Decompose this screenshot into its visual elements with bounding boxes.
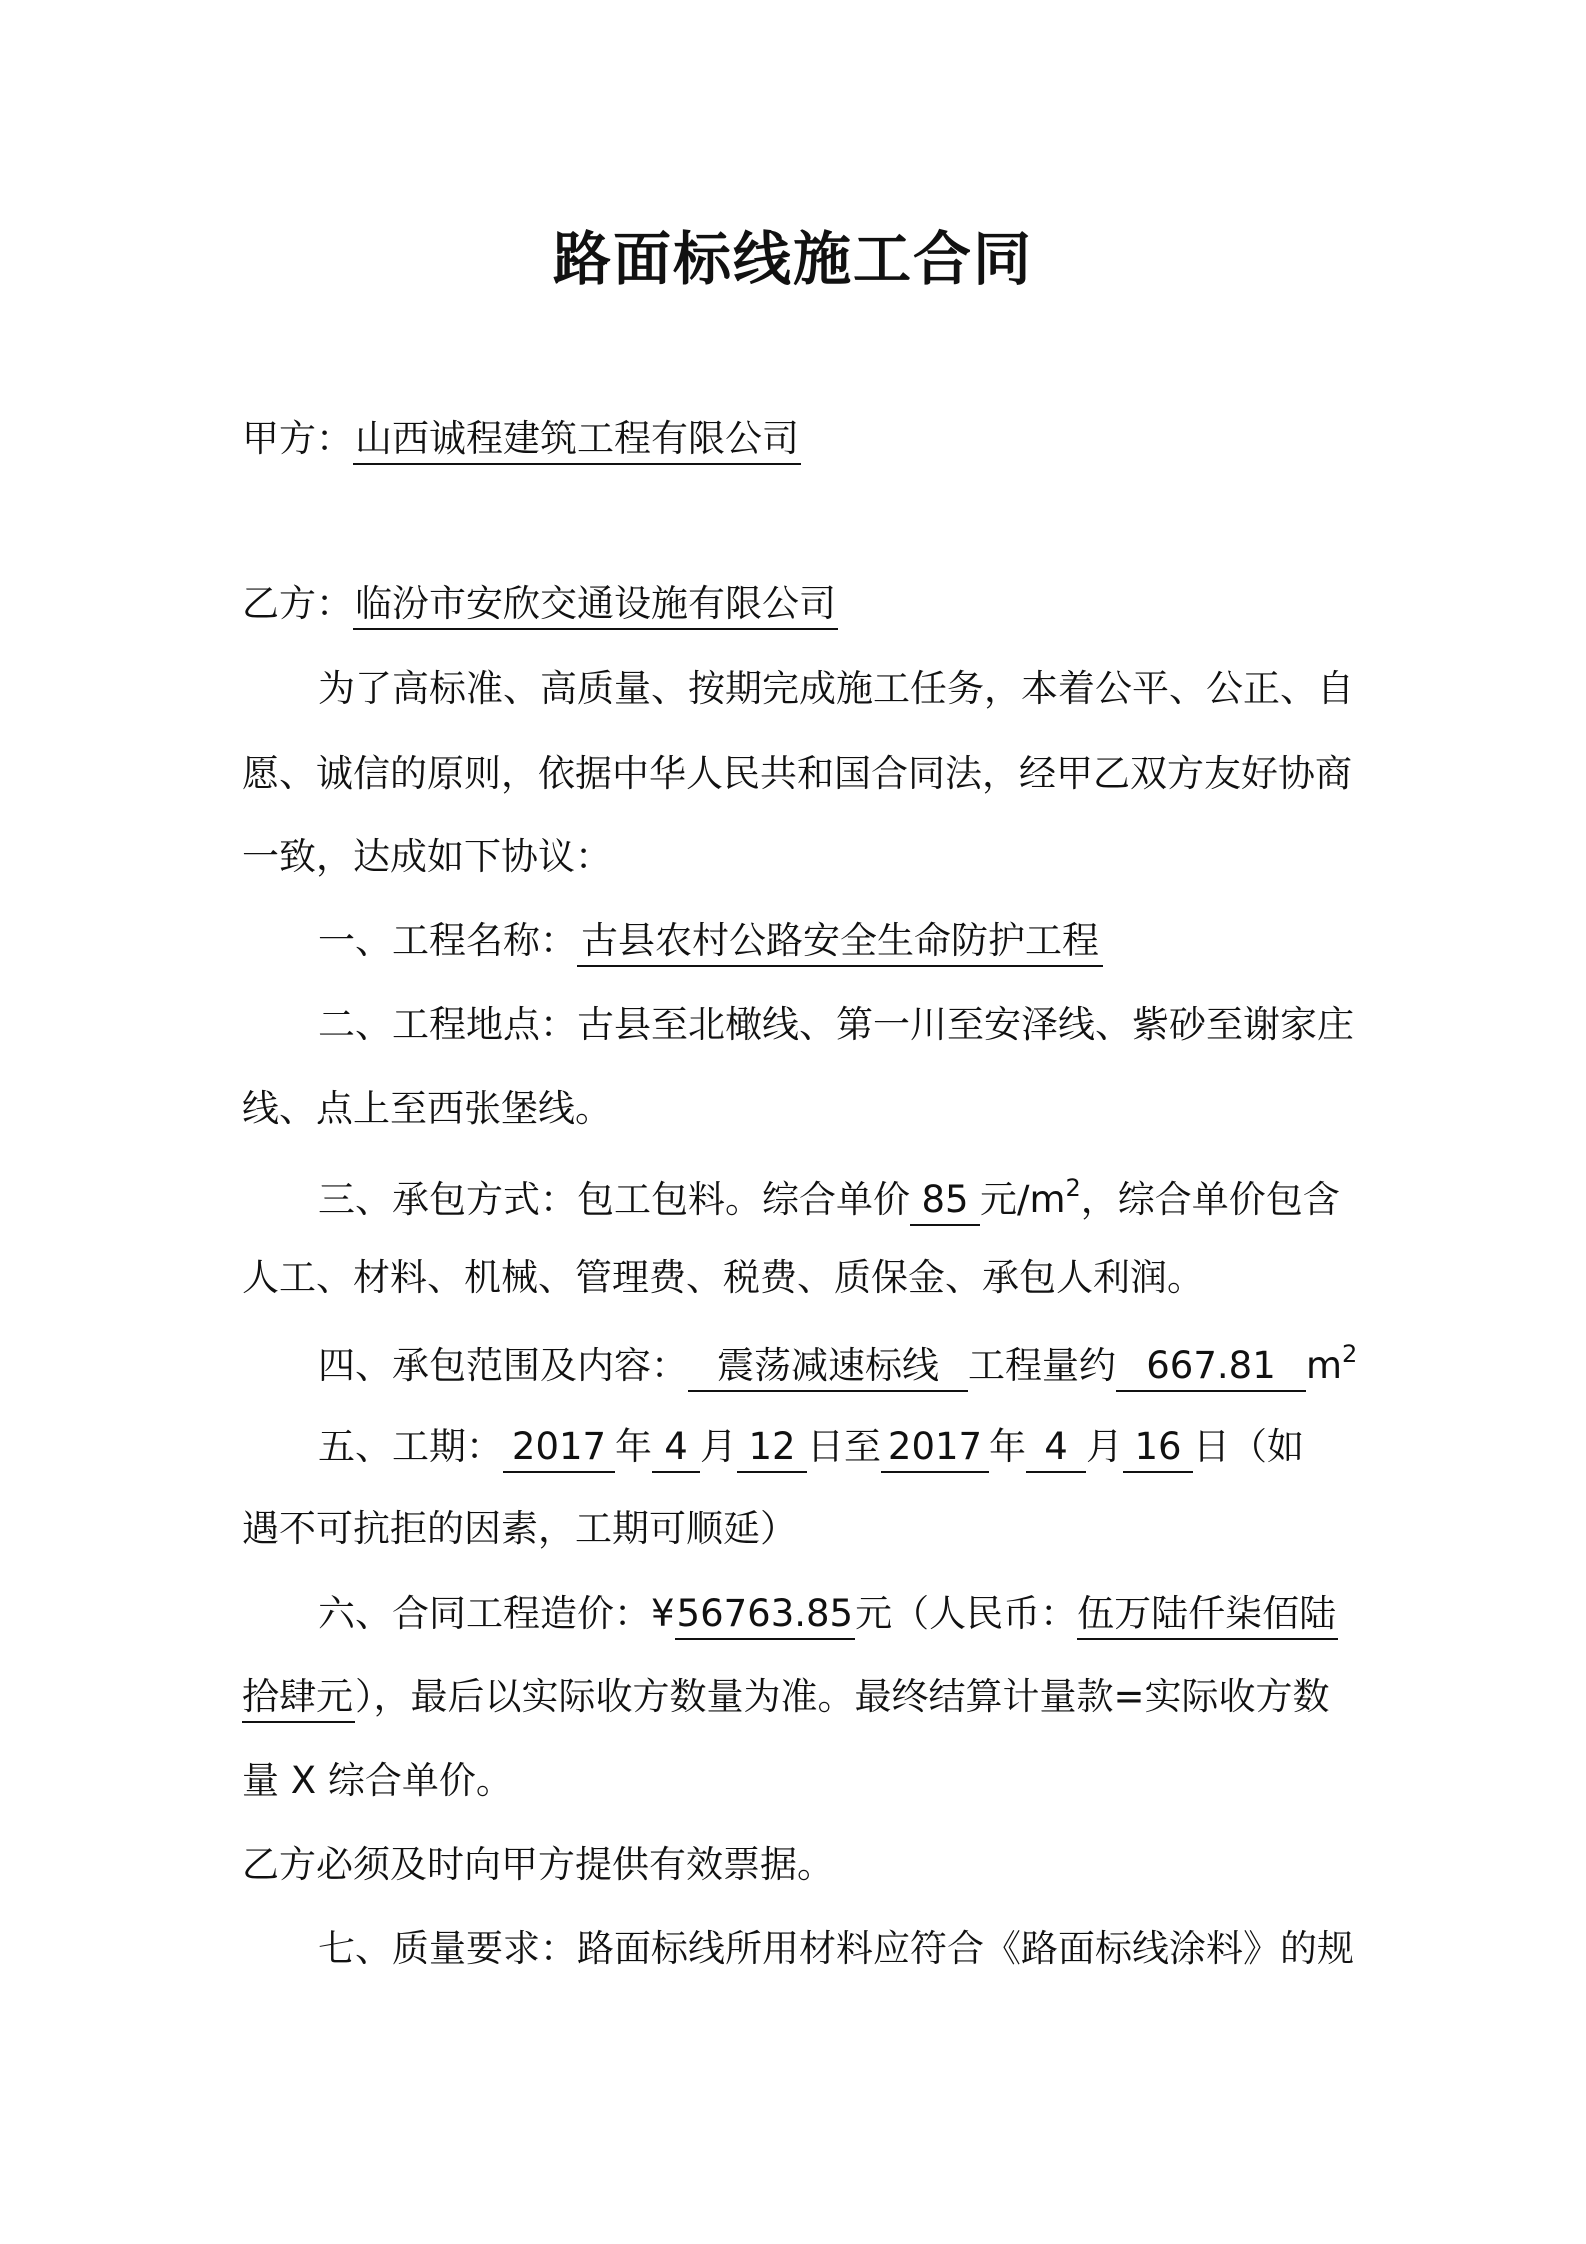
clause-4-label: 四、承包范围及内容：	[318, 1344, 688, 1387]
party-a-label: 甲方：	[242, 417, 353, 460]
clause-6-rest: ），最后以实际收方数量为准。最终结算计量款=实际收方数	[355, 1675, 1330, 1718]
project-name: 古县农村公路安全生命防护工程	[577, 922, 1103, 967]
party-b-name: 临汾市安欣交通设施有限公司	[353, 585, 838, 630]
clause-5-line-1	[318, 1425, 1304, 1473]
clause-6-line-2	[242, 1675, 1330, 1723]
quantity-unit-sup: 2	[1342, 1340, 1358, 1368]
party-a-name: 山西诚程建筑工程有限公司	[353, 420, 801, 465]
clause-7-line-1: 七、质量要求：路面标线所用材料应符合《路面标线涂料》的规	[318, 1927, 1354, 1970]
unit-price-unit: 元/m	[980, 1178, 1066, 1221]
page-title: 路面标线施工合同	[552, 225, 1033, 293]
start-month: 4	[652, 1428, 700, 1473]
amount-words-1: 伍万陆仟柒佰陆	[1077, 1595, 1338, 1640]
clause-6-line-1	[318, 1592, 1338, 1640]
intro-line-2: 愿、诚信的原则，依据中华人民共和国合同法，经甲乙双方友好协商	[242, 752, 1352, 795]
year-char: 年	[989, 1425, 1026, 1468]
clause-3-line-2: 人工、材料、机械、管理费、税费、质保金、承包人利润。	[242, 1256, 1204, 1299]
party-a-line	[242, 417, 801, 465]
unit-price-sup: 2	[1065, 1174, 1081, 1202]
end-year: 2017	[881, 1428, 989, 1473]
work-content: 震荡减速标线	[688, 1347, 968, 1392]
amount-words-2: 拾肆元	[242, 1678, 355, 1723]
clause-3-line-1	[318, 1176, 1340, 1226]
end-month: 4	[1026, 1428, 1086, 1473]
clause-1	[318, 919, 1103, 967]
day-to: 日至	[807, 1425, 881, 1468]
start-year: 2017	[503, 1428, 615, 1473]
clause-6-mid: 元（人民币：	[855, 1592, 1078, 1635]
contract-amount: 56763.85	[675, 1595, 856, 1640]
month-char: 月	[1086, 1425, 1123, 1468]
quantity-unit: m	[1306, 1344, 1343, 1387]
quantity-value: 667.81	[1116, 1347, 1306, 1392]
unit-price: 85	[910, 1181, 980, 1226]
intro-line-3: 一致，达成如下协议：	[242, 835, 612, 878]
invoice-note: 乙方必须及时向甲方提供有效票据。	[242, 1843, 834, 1886]
clause-5-label: 五、工期：	[318, 1425, 503, 1468]
start-day: 12	[737, 1428, 807, 1473]
clause-6-label: 六、合同工程造价：¥	[318, 1592, 675, 1635]
party-b-line	[242, 582, 838, 630]
party-b-label: 乙方：	[242, 582, 353, 625]
clause-3-suffix: ，综合单价包含	[1080, 1178, 1340, 1221]
clause-6-line-3: 量 X 综合单价。	[242, 1759, 513, 1802]
intro-line-1: 为了高标准、高质量、按期完成施工任务，本着公平、公正、自	[318, 667, 1354, 710]
clause-3-prefix: 三、承包方式：包工包料。综合单价	[318, 1178, 910, 1221]
clause-4	[318, 1342, 1357, 1392]
clause-1-label: 一、工程名称：	[318, 919, 577, 962]
month-char: 月	[700, 1425, 737, 1468]
clause-5-line-2: 遇不可抗拒的因素，工期可顺延）	[242, 1507, 797, 1550]
clause-2-line-2: 线、点上至西张堡线。	[242, 1087, 612, 1130]
clause-2-line-1: 二、工程地点：古县至北橄线、第一川至安泽线、紫砂至谢家庄	[318, 1003, 1354, 1046]
day-char: 日（如	[1193, 1425, 1304, 1468]
year-char: 年	[615, 1425, 652, 1468]
quantity-label: 工程量约	[968, 1344, 1116, 1387]
end-day: 16	[1123, 1428, 1193, 1473]
